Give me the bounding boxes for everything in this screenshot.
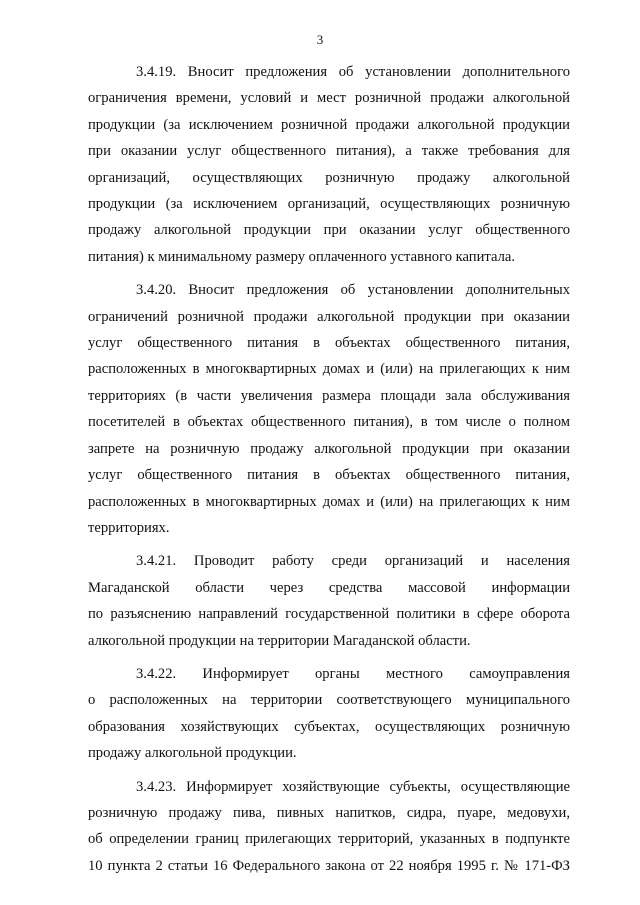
text-line: ограничений розничной продажи алкогольной продукции при оказании — [88, 308, 570, 325]
text-line: территориях. — [88, 519, 170, 536]
text-line: запрете на розничную продажу алкогольной продукции при оказании — [88, 440, 570, 457]
text-line: 3.4.21. Проводит работу среди организаций и населения — [136, 553, 570, 570]
document-body — [88, 59, 570, 886]
text-line: 3.4.23. Информирует хозяйствующие субъекты, осуществляющие — [136, 778, 570, 795]
text-line: при оказании услуг общественного питания), а также требования для — [88, 143, 570, 160]
text-line: по разъяснению направлений государственной политики в сфере оборота — [88, 606, 570, 623]
text-line: продукции (за исключением организаций, осуществляющих розничную — [88, 196, 570, 213]
text-line: продукции (за исключением розничной продажи алкогольной продукции — [88, 116, 570, 133]
text-line: 3.4.22. Информирует органы местного самоуправления — [136, 665, 570, 682]
text-line: питания) к минимальному размеру оплаченного уставного капитала. — [88, 248, 515, 265]
text-line: посетителей в объектах общественного питания), в том числе о полном — [88, 414, 570, 431]
text-line: образования хозяйствующих субъектах, осуществляющих розничную — [88, 718, 570, 735]
text-line: алкогольной продукции на территории Магаданской области. — [88, 632, 471, 649]
paragraph-3-4-21 — [88, 548, 570, 654]
page-number: 3 — [316, 32, 324, 47]
text-line: Магаданской области через средства массовой информации — [88, 579, 570, 596]
text-line: 3.4.19. Вносит предложения об установлении дополнительного — [136, 64, 570, 80]
paragraph-3-4-19 — [88, 59, 570, 270]
text-line: продажу алкогольной продукции. — [88, 745, 297, 762]
paragraph-3-4-22 — [88, 661, 570, 767]
paragraph-3-4-23 — [88, 774, 570, 880]
paragraph-3-4-20 — [88, 277, 570, 541]
text-line: продажу алкогольной продукции при оказании услуг общественного — [88, 222, 570, 239]
text-line: расположенных в многоквартирных домах и (или) на прилегающих к ним — [88, 493, 570, 510]
text-line: территориях (в части увеличения размера площади зала обслуживания — [88, 387, 570, 404]
text-line: 3.4.20. Вносит предложения об установлении дополнительных — [136, 282, 570, 299]
text-line: расположенных в многоквартирных домах и (или) на прилегающих к ним — [88, 361, 570, 378]
text-line: ограничения времени, условий и мест розничной продажи алкогольной — [88, 90, 570, 107]
text-line: услуг общественного питания в объектах общественного питания, — [88, 467, 570, 484]
text-line: 10 пункта 2 статьи 16 Федерального закона от 22 ноября 1995 г. № 171-ФЗ — [88, 857, 570, 874]
text-line: об определении границ прилегающих территорий, указанных в подпункте — [88, 831, 570, 848]
text-line: розничную продажу пива, пивных напитков, сидра, пуаре, медовухи, — [88, 804, 570, 821]
text-line: услуг общественного питания в объектах общественного питания, — [88, 335, 570, 352]
text-line: организаций, осуществляющих розничную продажу алкогольной — [88, 169, 570, 186]
text-line: о расположенных на территории соответствующего муниципального — [88, 692, 570, 709]
